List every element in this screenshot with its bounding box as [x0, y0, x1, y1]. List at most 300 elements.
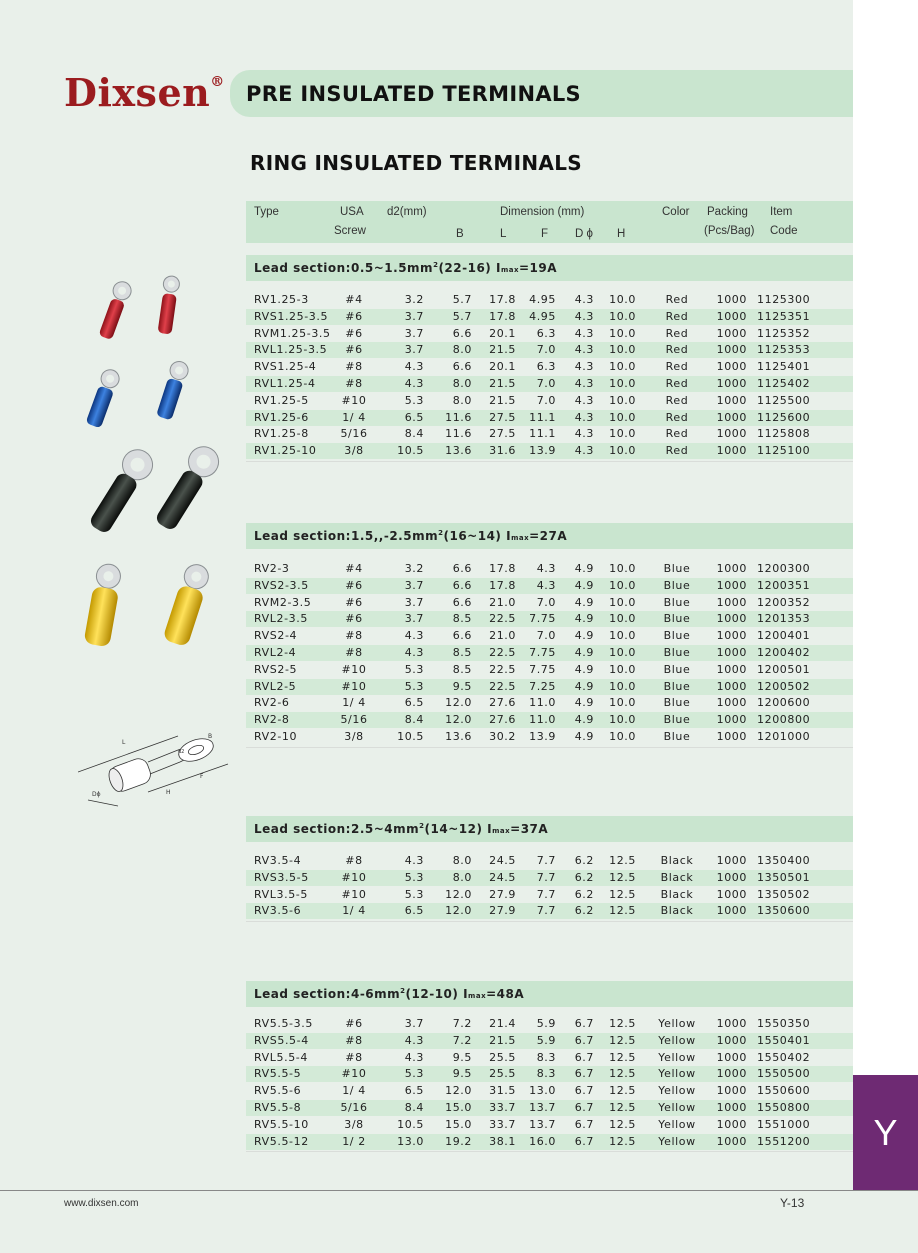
cell-d2: 5.3	[404, 662, 424, 676]
cell-type: RV1.25-3	[254, 293, 309, 306]
table-row	[246, 359, 853, 375]
table-row	[246, 870, 853, 886]
cell-d2: 6.5	[404, 1084, 424, 1098]
cell-dim-b: 5.7	[452, 293, 472, 306]
cell-d2: 8.4	[404, 713, 424, 727]
cell-dim-b: 13.6	[445, 730, 472, 743]
cell-dim-f: 7.75	[529, 646, 556, 659]
cell-dim-b: 5.7	[452, 309, 472, 323]
cell-dim-f: 11.0	[529, 696, 556, 710]
cell-packing: 1000	[716, 377, 747, 390]
cell-d2: 4.3	[404, 629, 424, 643]
cell-dim-l: 17.8	[489, 578, 516, 592]
cell-type: RVS2-4	[254, 629, 298, 643]
cell-dim-f: 11.1	[529, 427, 556, 441]
table-row	[246, 887, 853, 903]
cell-dim-l: 17.8	[489, 309, 516, 323]
cell-d2: 4.3	[404, 646, 424, 659]
cell-dim-h: 10.0	[609, 444, 636, 458]
blue-terminal	[85, 367, 122, 429]
label-h: H	[166, 789, 171, 796]
cell-color: Blue	[663, 679, 691, 693]
cell-dim-b: 12.0	[445, 713, 472, 727]
header-d: D ϕ	[575, 228, 593, 240]
footer-url: www.dixsen.com	[64, 1198, 139, 1209]
cell-color: Yellow	[658, 1117, 696, 1131]
table-row	[246, 679, 853, 695]
table-row	[246, 695, 853, 711]
cell-dim-f: 4.3	[536, 578, 556, 592]
cell-dim-h: 10.0	[609, 343, 636, 357]
cell-dim-h: 10.0	[609, 595, 636, 609]
cell-color: Yellow	[658, 1067, 696, 1081]
cell-dim-h: 12.5	[609, 1084, 636, 1098]
cell-type: RV1.25-6	[254, 410, 309, 424]
cell-packing: 1000	[716, 326, 747, 340]
cell-usa-screw: #10	[341, 887, 367, 901]
cell-type: RV5.5-3.5	[254, 1017, 313, 1030]
cell-dim-h: 12.5	[609, 1050, 636, 1064]
cell-dim-h: 10.0	[609, 679, 636, 693]
cell-usa-screw: 1/ 4	[342, 696, 366, 710]
cell-d2: 6.5	[404, 410, 424, 424]
cell-color: Black	[660, 904, 694, 918]
table-row	[246, 426, 853, 442]
cell-usa-screw: 3/8	[344, 1117, 364, 1131]
cell-packing: 1000	[716, 1067, 747, 1081]
cell-dim-f: 6.3	[536, 326, 556, 340]
cell-dim-f: 13.7	[529, 1101, 556, 1114]
black-terminal	[85, 444, 159, 537]
cell-color: Red	[665, 360, 689, 374]
cell-packing: 1000	[716, 1033, 747, 1047]
right-margin-strip	[853, 0, 918, 1190]
table-row	[246, 611, 853, 627]
cell-dim-b: 8.0	[452, 854, 472, 867]
cell-dim-l: 24.5	[489, 870, 516, 884]
cell-usa-screw: 1/ 2	[342, 1134, 366, 1148]
cell-packing: 1000	[716, 629, 747, 643]
cell-packing: 1000	[716, 612, 747, 626]
cell-item-code: 1125808	[757, 427, 811, 441]
header-color: Color	[662, 206, 690, 218]
cell-d2: 13.0	[397, 1134, 424, 1148]
cell-dim-d: 4.9	[574, 679, 594, 693]
footer-divider	[0, 1190, 918, 1191]
cell-d2: 6.5	[404, 696, 424, 710]
cell-dim-d: 4.3	[574, 343, 594, 357]
cell-d2: 8.4	[404, 427, 424, 441]
cell-dim-f: 11.1	[529, 410, 556, 424]
cell-dim-b: 12.0	[445, 696, 472, 710]
header-f: F	[541, 228, 549, 240]
label-l: L	[122, 739, 126, 746]
cell-dim-b: 8.0	[452, 393, 472, 407]
lead-section-title: Lead $section:2.5\sim 4mm^2(14\sim 12)$ Imax=37A	[254, 822, 549, 836]
cell-dim-f: 8.3	[536, 1050, 556, 1064]
cell-usa-screw: #6	[345, 1017, 363, 1030]
cell-dim-b: 7.2	[452, 1033, 472, 1047]
table-row	[246, 1083, 853, 1099]
table-row	[246, 1117, 853, 1133]
header-h: H	[617, 228, 626, 240]
cell-usa-screw: #8	[345, 360, 363, 374]
cell-dim-d: 4.9	[574, 730, 594, 743]
cell-dim-f: 7.0	[536, 377, 556, 390]
cell-packing: 1000	[716, 360, 747, 374]
cell-packing: 1000	[716, 870, 747, 884]
cell-dim-b: 12.0	[445, 904, 472, 918]
table-row	[246, 645, 853, 661]
cell-type: RVL1.25-3.5	[254, 343, 328, 357]
cell-type: RVS1.25-3.5	[254, 309, 329, 323]
section-tab: Y	[853, 1075, 918, 1190]
cell-dim-b: 9.5	[452, 1067, 472, 1081]
cell-dim-h: 12.5	[609, 870, 636, 884]
cell-dim-b: 7.2	[452, 1017, 472, 1030]
cell-item-code: 1551200	[757, 1134, 811, 1148]
table-row	[246, 1066, 853, 1082]
cell-item-code: 1550401	[757, 1033, 811, 1047]
cell-dim-f: 7.25	[529, 679, 556, 693]
cell-item-code: 1350502	[757, 887, 811, 901]
cell-item-code: 1200800	[757, 713, 811, 727]
cell-color: Red	[665, 427, 689, 441]
header-type: Type	[254, 206, 279, 218]
cell-color: Blue	[663, 662, 691, 676]
cell-item-code: 1550350	[757, 1017, 811, 1030]
cell-dim-h: 10.0	[609, 578, 636, 592]
cell-dim-h: 10.0	[609, 629, 636, 643]
section-subtitle: RING INSULATED TERMINALS	[250, 151, 582, 175]
cell-dim-f: 7.75	[529, 662, 556, 676]
cell-dim-h: 10.0	[609, 293, 636, 306]
cell-dim-l: 27.5	[489, 427, 516, 441]
cell-item-code: 1200600	[757, 696, 811, 710]
cell-dim-l: 27.9	[489, 887, 516, 901]
cell-type: RV2-3	[254, 562, 290, 575]
cell-dim-l: 21.0	[489, 595, 516, 609]
cell-d2: 3.7	[404, 326, 424, 340]
cell-dim-l: 17.8	[489, 562, 516, 575]
cell-item-code: 1125353	[757, 343, 811, 357]
cell-dim-h: 12.5	[609, 887, 636, 901]
cell-dim-f: 7.7	[536, 870, 556, 884]
header-usa: USA	[340, 206, 364, 218]
cell-type: RV1.25-10	[254, 444, 317, 458]
cell-dim-d: 6.7	[574, 1101, 594, 1114]
cell-dim-l: 24.5	[489, 854, 516, 867]
cell-packing: 1000	[716, 679, 747, 693]
cell-type: RV2-8	[254, 713, 290, 727]
label-f: F	[200, 773, 204, 780]
cell-item-code: 1200401	[757, 629, 811, 643]
cell-dim-d: 6.7	[574, 1084, 594, 1098]
cell-dim-d: 4.9	[574, 562, 594, 575]
cell-item-code: 1125100	[757, 444, 811, 458]
cell-color: Red	[665, 326, 689, 340]
cell-packing: 1000	[716, 427, 747, 441]
cell-dim-l: 21.5	[489, 343, 516, 357]
cell-color: Black	[660, 887, 694, 901]
cell-d2: 3.7	[404, 309, 424, 323]
cell-type: RVL2-4	[254, 646, 297, 659]
cell-dim-l: 22.5	[489, 612, 516, 626]
cell-usa-screw: #6	[345, 578, 363, 592]
cell-type: RV5.5-8	[254, 1101, 302, 1114]
cell-dim-f: 7.0	[536, 393, 556, 407]
cell-d2: 3.2	[404, 293, 424, 306]
dixsen-logo: Dixsen®	[64, 70, 225, 115]
cell-color: Blue	[663, 629, 691, 643]
cell-d2: 4.3	[404, 360, 424, 374]
cell-dim-d: 6.7	[574, 1050, 594, 1064]
cell-dim-d: 4.3	[574, 293, 594, 306]
cell-dim-b: 8.5	[452, 662, 472, 676]
cell-packing: 1000	[716, 1017, 747, 1030]
cell-item-code: 1201000	[757, 730, 811, 743]
table-row	[246, 561, 853, 577]
cell-color: Blue	[663, 713, 691, 727]
cell-dim-b: 19.2	[445, 1134, 472, 1148]
cell-d2: 3.7	[404, 343, 424, 357]
cell-dim-h: 12.5	[609, 1033, 636, 1047]
cell-dim-f: 7.7	[536, 854, 556, 867]
cell-item-code: 1350501	[757, 870, 811, 884]
cell-item-code: 1125401	[757, 360, 811, 374]
cell-usa-screw: #6	[345, 595, 363, 609]
cell-dim-h: 10.0	[609, 377, 636, 390]
cell-dim-f: 7.75	[529, 612, 556, 626]
cell-dim-d: 4.9	[574, 646, 594, 659]
cell-dim-d: 4.3	[574, 377, 594, 390]
cell-type: RV3.5-4	[254, 854, 302, 867]
cell-dim-l: 27.5	[489, 410, 516, 424]
cell-item-code: 1125500	[757, 393, 811, 407]
cell-dim-d: 6.2	[574, 904, 594, 918]
cell-color: Yellow	[658, 1017, 696, 1030]
cell-dim-l: 21.0	[489, 629, 516, 643]
cell-item-code: 1550800	[757, 1101, 811, 1114]
cell-dim-b: 8.5	[452, 612, 472, 626]
cell-dim-h: 12.5	[609, 1017, 636, 1030]
cell-dim-h: 10.0	[609, 662, 636, 676]
cell-color: Red	[665, 343, 689, 357]
cell-usa-screw: 5/16	[340, 427, 368, 441]
cell-dim-l: 22.5	[489, 662, 516, 676]
cell-dim-h: 10.0	[609, 393, 636, 407]
cell-dim-d: 4.3	[574, 326, 594, 340]
cell-dim-f: 7.0	[536, 595, 556, 609]
cell-type: RVL5.5-4	[254, 1050, 308, 1064]
table-row	[246, 729, 853, 745]
cell-dim-b: 6.6	[452, 629, 472, 643]
table-row	[246, 443, 853, 459]
cell-dim-h: 10.0	[609, 713, 636, 727]
cell-dim-b: 12.0	[445, 1084, 472, 1098]
cell-dim-h: 10.0	[609, 427, 636, 441]
table-row	[246, 309, 853, 325]
cell-usa-screw: #4	[345, 293, 363, 306]
cell-usa-screw: 5/16	[340, 713, 368, 727]
cell-color: Red	[665, 309, 689, 323]
cell-type: RVM2-3.5	[254, 595, 312, 609]
cell-usa-screw: 3/8	[344, 444, 364, 458]
cell-d2: 5.3	[404, 679, 424, 693]
cell-d2: 5.3	[404, 1067, 424, 1081]
cell-d2: 5.3	[404, 393, 424, 407]
cell-item-code: 1200352	[757, 595, 811, 609]
cell-dim-f: 13.9	[529, 730, 556, 743]
cell-dim-b: 6.6	[452, 562, 472, 575]
cell-dim-l: 17.8	[489, 293, 516, 306]
cell-dim-l: 30.2	[489, 730, 516, 743]
cell-color: Red	[665, 393, 689, 407]
cell-color: Blue	[663, 562, 691, 575]
cell-dim-d: 4.3	[574, 444, 594, 458]
cell-usa-screw: #6	[345, 612, 363, 626]
cell-color: Blue	[663, 595, 691, 609]
cell-dim-d: 4.3	[574, 360, 594, 374]
cell-color: Black	[660, 854, 694, 867]
cell-dim-b: 11.6	[445, 427, 472, 441]
cell-usa-screw: #8	[345, 629, 363, 643]
cell-dim-f: 5.9	[536, 1017, 556, 1030]
cell-packing: 1000	[716, 309, 747, 323]
cell-dim-f: 7.0	[536, 343, 556, 357]
cell-dim-l: 27.9	[489, 904, 516, 918]
cell-usa-screw: #8	[345, 1033, 363, 1047]
cell-item-code: 1125600	[757, 410, 811, 424]
cell-usa-screw: #6	[345, 309, 363, 323]
cell-d2: 8.4	[404, 1101, 424, 1114]
cell-usa-screw: #10	[341, 662, 367, 676]
cell-dim-d: 4.9	[574, 713, 594, 727]
cell-dim-l: 31.6	[489, 444, 516, 458]
cell-packing: 1000	[716, 1117, 747, 1131]
cell-dim-b: 8.0	[452, 870, 472, 884]
cell-type: RVL3.5-5	[254, 887, 308, 901]
label-b: B	[208, 733, 213, 740]
cell-item-code: 1200402	[757, 646, 811, 659]
cell-type: RV5.5-6	[254, 1084, 302, 1098]
cell-dim-h: 10.0	[609, 410, 636, 424]
table-row	[246, 595, 853, 611]
cell-usa-screw: #8	[345, 1050, 363, 1064]
label-d: Dϕ	[92, 791, 101, 798]
cell-item-code: 1125300	[757, 293, 811, 306]
cell-dim-f: 8.3	[536, 1067, 556, 1081]
cell-type: RVS5.5-4	[254, 1033, 309, 1047]
cell-d2: 4.3	[404, 377, 424, 390]
header-b: B	[456, 228, 464, 240]
cell-dim-f: 13.9	[529, 444, 556, 458]
cell-dim-b: 8.0	[452, 377, 472, 390]
cell-packing: 1000	[716, 854, 747, 867]
cell-dim-d: 6.7	[574, 1033, 594, 1047]
cell-type: RV3.5-6	[254, 904, 302, 918]
cell-dim-b: 13.6	[445, 444, 472, 458]
cell-d2: 4.3	[404, 1050, 424, 1064]
page-title: PRE INSULATED TERMINALS	[246, 82, 581, 106]
cell-dim-l: 31.5	[489, 1084, 516, 1098]
cell-dim-f: 7.7	[536, 887, 556, 901]
cell-packing: 1000	[716, 1050, 747, 1064]
section-divider	[246, 747, 853, 748]
cell-dim-h: 12.5	[609, 1117, 636, 1131]
red-terminal	[97, 279, 134, 341]
header-packing: Packing	[707, 206, 748, 218]
cell-dim-d: 4.3	[574, 309, 594, 323]
cell-type: RV5.5-5	[254, 1067, 302, 1081]
cell-dim-l: 20.1	[489, 360, 516, 374]
cell-usa-screw: 1/ 4	[342, 1084, 366, 1098]
cell-dim-d: 4.3	[574, 393, 594, 407]
cell-dim-h: 12.5	[609, 1101, 636, 1114]
cell-d2: 3.7	[404, 595, 424, 609]
section-divider	[246, 461, 853, 462]
table-row	[246, 376, 853, 392]
cell-dim-d: 6.2	[574, 870, 594, 884]
cell-dim-l: 22.5	[489, 646, 516, 659]
cell-d2: 6.5	[404, 904, 424, 918]
terminal-pictures	[78, 272, 248, 872]
cell-packing: 1000	[716, 713, 747, 727]
cell-item-code: 1550600	[757, 1084, 811, 1098]
cell-dim-l: 21.5	[489, 377, 516, 390]
cell-dim-l: 27.6	[489, 713, 516, 727]
cell-dim-d: 4.3	[574, 410, 594, 424]
yellow-terminal	[162, 561, 212, 647]
cell-packing: 1000	[716, 444, 747, 458]
cell-item-code: 1125351	[757, 309, 811, 323]
cell-dim-f: 6.3	[536, 360, 556, 374]
cell-dim-f: 13.0	[529, 1084, 556, 1098]
label-d2: d2	[178, 749, 185, 755]
cell-dim-b: 15.0	[445, 1101, 472, 1114]
cell-color: Black	[660, 870, 694, 884]
cell-dim-b: 6.6	[452, 578, 472, 592]
cell-type: RVS2-5	[254, 662, 298, 676]
table-row	[246, 662, 853, 678]
cell-dim-h: 10.0	[609, 646, 636, 659]
cell-dim-l: 21.4	[489, 1017, 516, 1030]
cell-usa-screw: 5/16	[340, 1101, 368, 1114]
section-divider	[246, 921, 853, 922]
black-terminal	[151, 441, 225, 534]
cell-type: RV1.25-5	[254, 393, 309, 407]
cell-usa-screw: #8	[345, 377, 363, 390]
cell-color: Red	[665, 293, 689, 306]
cell-dim-l: 25.5	[489, 1067, 516, 1081]
cell-dim-f: 4.95	[529, 309, 556, 323]
cell-packing: 1000	[716, 410, 747, 424]
cell-d2: 4.3	[404, 854, 424, 867]
cell-color: Red	[665, 410, 689, 424]
cell-packing: 1000	[716, 1084, 747, 1098]
cell-packing: 1000	[716, 578, 747, 592]
lead-section-title: Lead $section:4-6mm^2(12-10)$ Imax=48A	[254, 987, 525, 1001]
cell-dim-d: 4.9	[574, 595, 594, 609]
cell-type: RV2-6	[254, 696, 290, 710]
cell-dim-h: 10.0	[609, 562, 636, 575]
cell-type: RVL2-5	[254, 679, 297, 693]
lead-section-title: Lead $section:0.5\sim 1.5mm^2(22-16)$ Imax=19A	[254, 261, 558, 275]
cell-item-code: 1125352	[757, 326, 811, 340]
header-code: Code	[770, 225, 798, 237]
cell-usa-screw: #6	[345, 343, 363, 357]
cell-usa-screw: #4	[345, 562, 363, 575]
